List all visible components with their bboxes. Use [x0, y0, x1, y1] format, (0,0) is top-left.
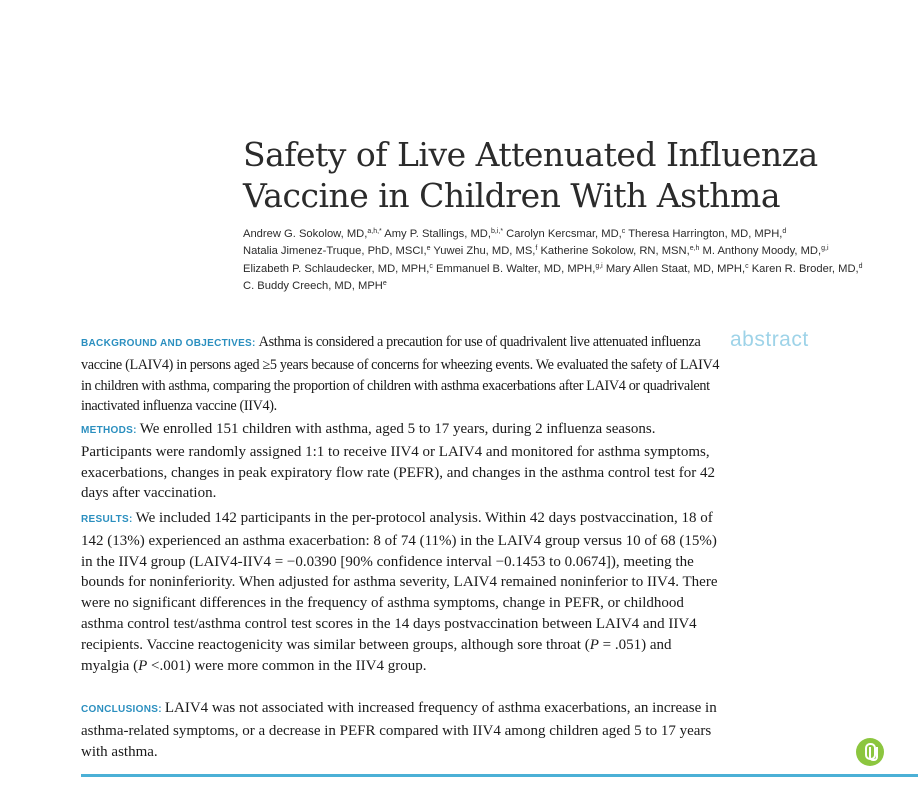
author-affiliation: d [858, 262, 863, 270]
abstract-methods [81, 419, 721, 504]
author-list [243, 226, 903, 296]
author-affiliation: e [382, 280, 387, 288]
author-name: Yuwei Zhu, MD, MS, [430, 245, 536, 258]
author-name: C. Buddy Creech, MD, MPH [243, 280, 383, 293]
author-affiliation: f [535, 245, 538, 253]
section-heading: METHODS: [81, 425, 137, 436]
author-name: Andrew G. Sokolow, MD, [243, 228, 368, 240]
author-name: Emmanuel B. Walter, MD, MPH, [432, 262, 596, 275]
author-affiliation: b,i,* [490, 228, 504, 235]
section-text: <.001) were more common in the IIV4 group. [147, 657, 427, 674]
author-name: Natalia Jimenez-Truque, PhD, MSCI, [243, 245, 427, 258]
author-name: Amy P. Stallings, MD, [381, 228, 491, 240]
open-access-icon [856, 738, 884, 766]
section-heading: RESULTS: [81, 514, 133, 525]
author-affiliation: d [782, 228, 787, 235]
author-name: Elizabeth P. Schlaudecker, MD, MPH, [243, 262, 430, 275]
section-text: = .051) and myalgia ( [81, 636, 672, 674]
article-title: Safety of Live Attenuated Influenza Vaccine in Children With Asthma [243, 135, 818, 215]
abstract-background [81, 332, 721, 417]
author-affiliation: c [621, 228, 626, 235]
section-text: We enrolled 151 children with asthma, aged 5 to 17 years, during 2 influenza seasons. Participants were randomly assigned 1:1 to receive IIV4 or LAIV4 and monitored for asthma symptoms, exacerbations, changes in peak expiratory flow rate (PEFR), and changes in the asthma control test for 42 days after vaccination. [81, 421, 715, 502]
section-heading: BACKGROUND AND OBJECTIVES: [81, 338, 256, 349]
author-name: M. Anthony Moody, MD, [699, 245, 822, 258]
section-text: LAIV4 was not associated with increased frequency of asthma exacerbations, an increase in asthma-related symptoms, or a decrease in PEFR compared with IIV4 among children aged 5 to 17 years with asthma. [81, 700, 717, 760]
author-affiliation: a,h,* [367, 228, 382, 235]
section-heading: CONCLUSIONS: [81, 704, 162, 715]
author-name: Mary Allen Staat, MD, MPH, [602, 262, 746, 275]
author-affiliation: e,h [689, 245, 700, 253]
section-text: Asthma is considered a precaution for use of quadrivalent live attenuated influenza vaccine (LAIV4) in persons aged ≥5 years because of concerns for wheezing events. We evaluated the safety of LAIV4 in children with asthma, comparing the proportion of children with asthma exacerbations after LAIV4 or quadrivalent inactivated influenza vaccine (IIV4). [81, 334, 720, 415]
bottom-rule [81, 774, 918, 777]
author-affiliation: g,i [595, 262, 603, 270]
p-value-symbol: P [138, 657, 148, 674]
author-name: Katherine Sokolow, RN, MSN, [537, 245, 690, 258]
abstract-label: abstract [730, 328, 809, 351]
p-value-symbol: P [589, 636, 599, 653]
author-name: Carolyn Kercsmar, MD, [503, 228, 622, 240]
author-affiliation: e [426, 245, 431, 253]
author-line [243, 261, 903, 278]
author-name: Karen R. Broder, MD, [748, 262, 859, 275]
author-name: Theresa Harrington, MD, MPH, [625, 228, 783, 240]
abstract-results [81, 508, 721, 676]
author-line [243, 226, 903, 243]
author-affiliation: c [745, 262, 749, 270]
abstract-conclusions [81, 698, 721, 762]
author-affiliation: g,i [821, 245, 829, 253]
author-affiliation: c [429, 262, 433, 270]
section-text: We included 142 participants in the per-protocol analysis. Within 42 days postvaccination, 18 of 142 (13%) experienced an asthma exacerbation: 8 of 74 (11%) in the LAIV4 group versus 10 of 68 (15%) in the IIV4 group (LAIV4-IIV4 = −0.0390 [90% confidence interval −0.1453 to 0.0674]), meeting the bounds for noninferiority. When adjusted for asthma severity, LAIV4 remained noninferior to IIV4. There were no significant differences in the frequency of asthma symptoms, change in PEFR, or childhood asthma control test/asthma control test scores in the 14 days postvaccination between LAIV4 and IIV4 recipients. Vaccine reactogenicity was similar between groups, although sore throat ( [81, 510, 718, 653]
author-line [243, 278, 903, 295]
author-line [243, 243, 903, 260]
